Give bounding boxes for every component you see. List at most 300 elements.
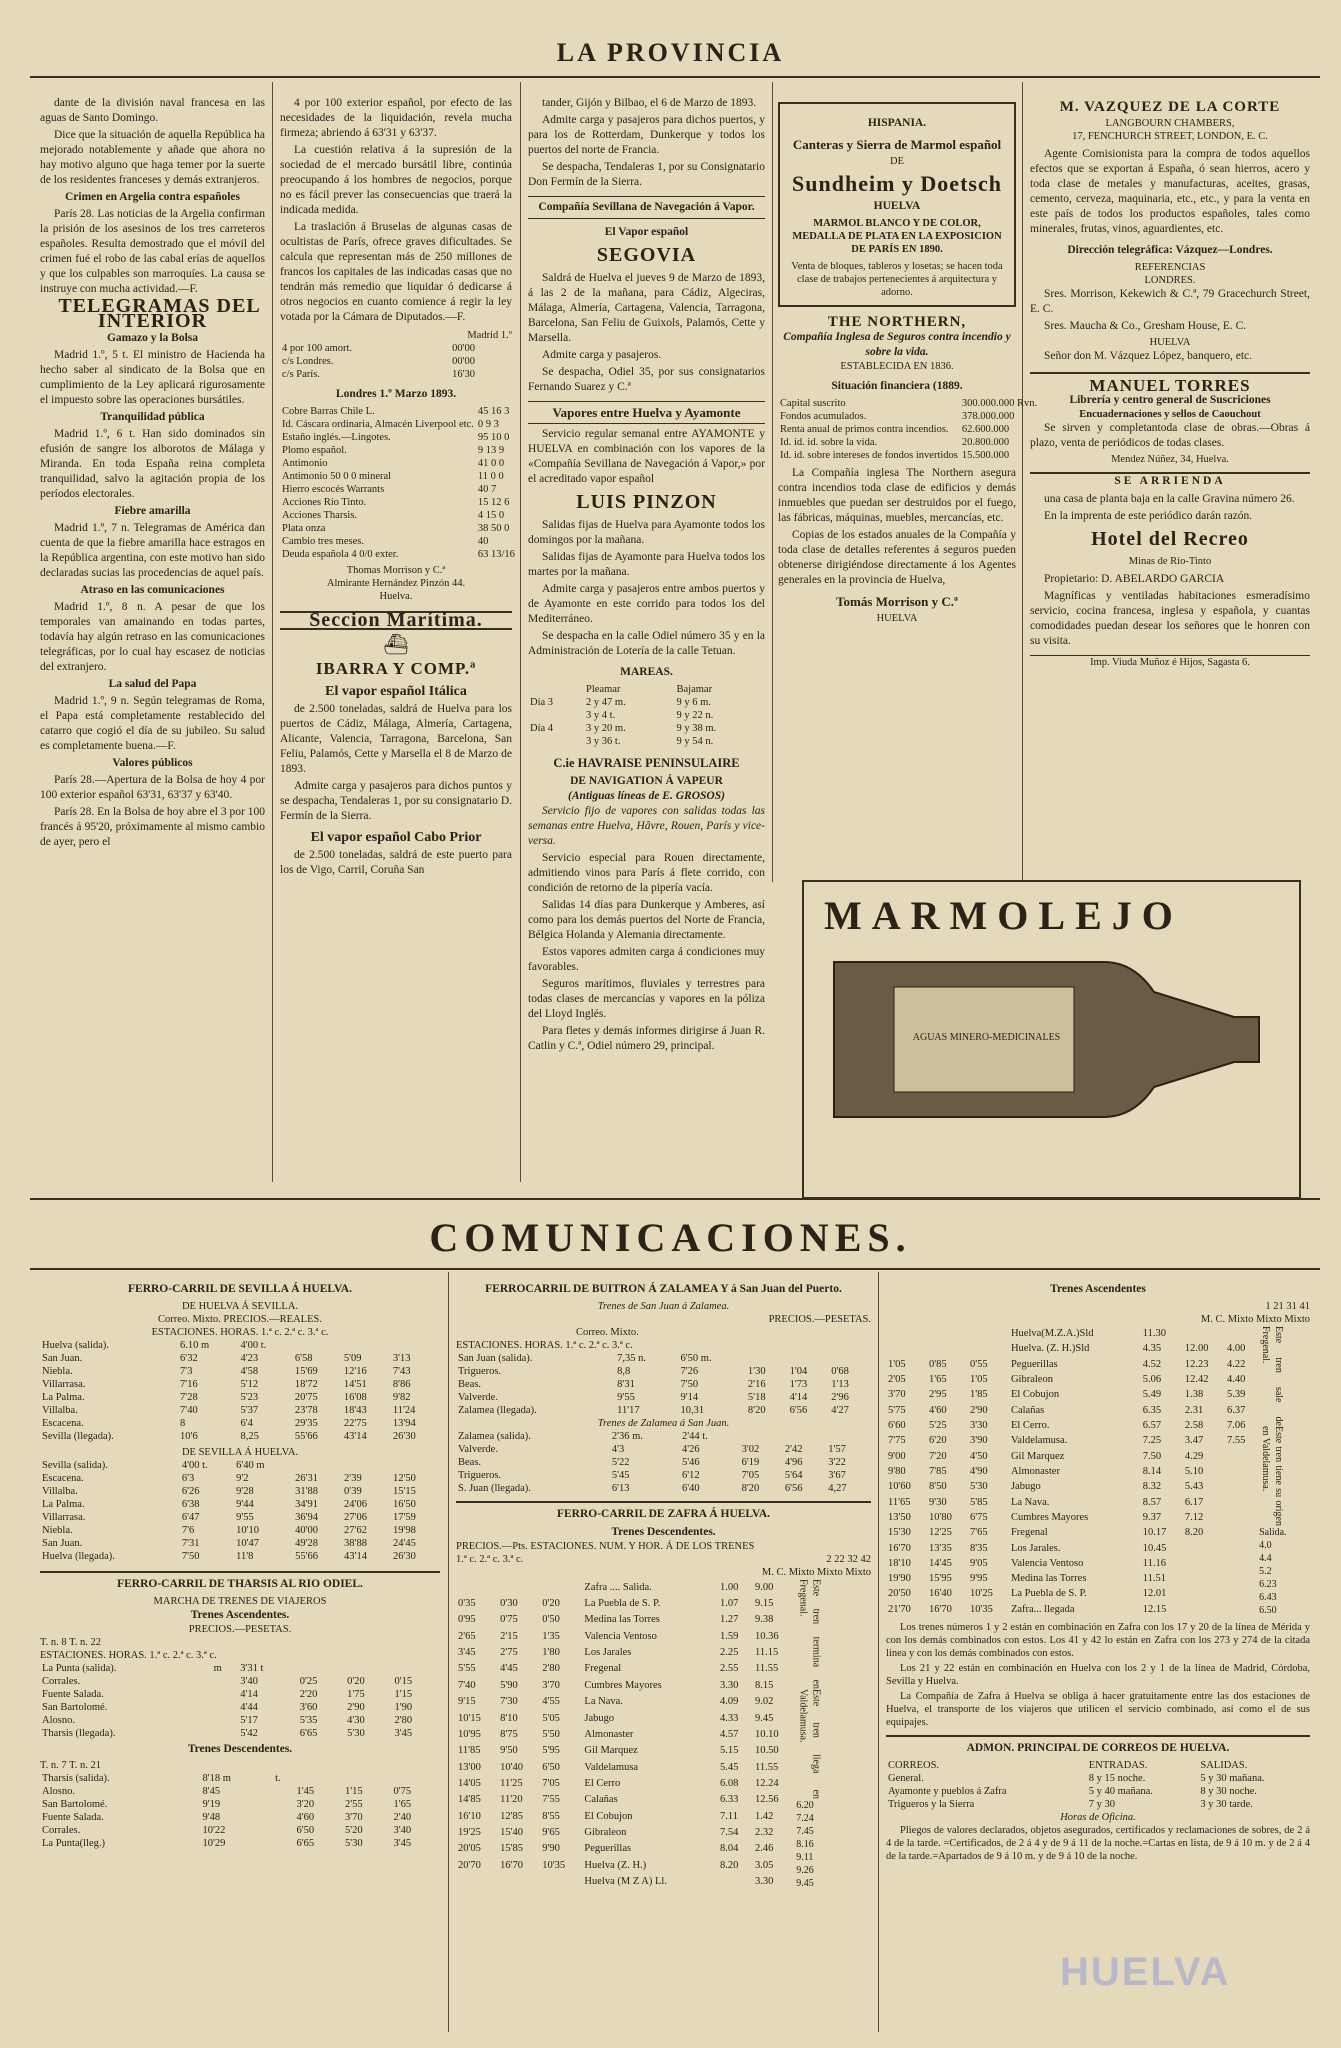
tides-col-head: Pleamar: [586, 684, 621, 695]
table-row: [40, 1365, 440, 1378]
timetable-times: [1259, 1526, 1310, 1617]
table-cell: Medina las Torres: [1010, 1573, 1087, 1585]
table-row: [40, 1662, 440, 1675]
table-row: [886, 1449, 1259, 1464]
table-cell: [1225, 1464, 1259, 1479]
quote-row: [280, 470, 517, 483]
table-cell: [273, 1785, 294, 1798]
timetable-note: Los trenes números 1 y 2 están en combinación en Zafra con los 17 y 20 de la línea de Mérida y con los demás combinados con estos. Los 41 y 42 lo están en Zafra con los 273 y 274 de la citada línea y con los demás combinados con estos.: [886, 1622, 1310, 1659]
advert-city: HUELVA: [873, 200, 921, 212]
table-cell: 8'31: [617, 1379, 635, 1390]
table-row: [40, 1824, 440, 1837]
timetable-head: PRECIOS.—PESETAS.: [768, 1314, 871, 1325]
timetable-head: T. n. 7 T. n. 21: [40, 1760, 101, 1771]
table-cell: Peguerillas: [1010, 1358, 1058, 1370]
table-cell: 0'25: [299, 1676, 318, 1687]
table-cell: 11'24: [392, 1405, 416, 1416]
table-cell: 3'70: [344, 1812, 363, 1823]
table-cell: 3'70: [542, 1679, 560, 1691]
time-value: 6.20: [796, 1800, 814, 1811]
table-cell: 2.31: [1184, 1404, 1204, 1416]
table-cell: 9.00: [755, 1581, 774, 1593]
table-cell: 2'65: [458, 1630, 476, 1642]
table-cell: Gibraleon: [1010, 1374, 1053, 1386]
table-cell: 10.10: [755, 1728, 779, 1740]
table-cell: 5'55: [458, 1663, 476, 1675]
table-cell: 3'30: [969, 1420, 988, 1432]
table-cell: 6'50: [296, 1825, 315, 1836]
table-row: [40, 1714, 440, 1727]
table-cell: 2'20: [299, 1689, 318, 1700]
london-heading: Londres 1.º Marzo 1893.: [335, 388, 457, 400]
table-row: [40, 1485, 440, 1498]
table-cell: 7'3: [180, 1366, 193, 1377]
financial-row: [778, 436, 1039, 449]
table-cell: 10,31: [680, 1405, 705, 1416]
table-cell: 4.22: [1226, 1358, 1246, 1370]
table-cell: 0'95: [458, 1614, 476, 1626]
table-cell: 2'42: [784, 1444, 803, 1455]
table-cell: 24'45: [392, 1538, 416, 1549]
table-row: [456, 1808, 796, 1824]
table-cell: 1'57: [828, 1444, 846, 1455]
table-cell: [343, 1772, 391, 1785]
table-cell: 3.05: [755, 1859, 774, 1871]
table-cell: [212, 1688, 239, 1701]
table-cell: 8'20: [741, 1483, 760, 1494]
table-row: [886, 1326, 1259, 1341]
column-divider: [520, 82, 521, 1182]
table-cell: 5'85: [969, 1496, 988, 1508]
table-cell: 1'65: [393, 1799, 412, 1810]
table-cell: [1183, 1602, 1225, 1617]
table-cell: 18'43: [343, 1405, 367, 1416]
table-cell: Zalamea (llegada).: [458, 1405, 537, 1416]
table-cell: 5.06: [1142, 1374, 1162, 1386]
signature-address: Almirante Hernández Pinzón 44.: [326, 578, 466, 589]
table-row: [886, 1418, 1259, 1433]
ship-name: El vapor español Cabo Prior: [310, 830, 482, 845]
table-cell: 4'30: [347, 1715, 365, 1726]
post-row: [886, 1772, 1310, 1785]
table-cell: 14'51: [343, 1379, 367, 1390]
table-cell: 6'26: [181, 1486, 200, 1497]
table-cell: 4'27: [831, 1405, 849, 1416]
table-row: [40, 1701, 440, 1714]
signature-city: Huelva.: [379, 591, 413, 602]
table-cell: 16'70: [888, 1542, 911, 1554]
time-value: 7.45: [796, 1826, 814, 1837]
table-cell: Huelva (salida).: [42, 1340, 110, 1351]
table-cell: 11'17: [617, 1405, 640, 1416]
table-cell: 18'72: [294, 1379, 318, 1390]
time-value: 9.26: [796, 1865, 814, 1876]
article-text: una casa de planta baja en la calle Gravina número 26.: [1044, 493, 1295, 505]
table-cell: [498, 1873, 540, 1890]
rent-heading: SE ARRIENDA: [1030, 472, 1310, 489]
timetable-head: PRECIOS.—Pts. ESTACIONES. NUM. Y HOR. Á DE LOS TRENES: [456, 1541, 755, 1552]
table-row: [456, 1792, 796, 1808]
table-cell: 6.35: [1142, 1404, 1162, 1416]
article-text: tander, Gijón y Bilbao, el 6 de Marzo de 1893.: [542, 97, 757, 109]
rates-table: [280, 342, 512, 381]
table-cell: 8.04: [719, 1843, 739, 1855]
table-cell: Niebla.: [42, 1525, 73, 1536]
table-row: [886, 1479, 1259, 1494]
article-text: Madrid 1.º, 5 t. El ministro de Hacienda ha hecho saber al sindicato de la Bolsa que en cumplimiento de la Ley aplicará rigurosamente el impuesto sobre las operaciones bursátiles.: [40, 349, 265, 406]
mineral-water-advert: [802, 880, 1301, 1199]
table-cell: 5'20: [344, 1825, 363, 1836]
table-cell: 2.32: [755, 1827, 774, 1839]
table-cell: 8.14: [1142, 1465, 1162, 1477]
table-cell: 6'32: [180, 1353, 198, 1364]
table-cell: La Punta (salida).: [42, 1663, 117, 1674]
table-row: [456, 1873, 796, 1890]
table-row: [456, 1404, 871, 1417]
table-row: [886, 1341, 1259, 1356]
railway-title: FERRO-CARRIL DE SEVILLA Á HUELVA.: [128, 1283, 352, 1295]
table-cell: 6'20: [928, 1435, 947, 1447]
table-cell: 1'13: [831, 1379, 849, 1390]
timetable-note: Los 21 y 22 están en combinación en Huelva con los 2 y 1 de la línea de Madrid, Córdoba, Sevilla y Huelva.: [886, 1663, 1310, 1687]
table-cell: 3'02: [741, 1444, 760, 1455]
table-cell: 6'58: [294, 1353, 313, 1364]
table-cell: 7'05: [741, 1470, 760, 1481]
table-cell: [1183, 1586, 1225, 1601]
table-cell: 6.10 m: [180, 1340, 210, 1351]
table-cell: 7.54: [719, 1827, 739, 1839]
article-text: Madrid 1.º, 9 n. Según telegramas de Roma, el Papa está completamente restablecido del catarro que cogió el día de su jubileo. Su salud es completamente buena.—F.: [40, 695, 265, 752]
table-cell: [212, 1701, 239, 1714]
table-cell: 3'70: [888, 1389, 906, 1401]
table-cell: Escacena.: [42, 1418, 84, 1429]
table-cell: 5'30: [969, 1481, 988, 1493]
table-cell: 7.11: [719, 1810, 738, 1822]
table-row: [40, 1675, 440, 1688]
table-cell: Villarrasa.: [42, 1379, 86, 1390]
table-cell: 5'17: [240, 1715, 258, 1726]
table-cell: [273, 1824, 294, 1837]
time-value: 4.0: [1259, 1540, 1272, 1551]
table-cell: 9'55: [236, 1512, 254, 1523]
timetable: [456, 1352, 871, 1417]
time-value: 6.50: [1259, 1605, 1277, 1616]
table-cell: 10'80: [928, 1511, 952, 1523]
advert-text: DE: [890, 156, 904, 167]
table-cell: 9.38: [755, 1614, 774, 1626]
table-cell: 12.00: [1184, 1343, 1209, 1355]
table-cell: 4'00 t.: [181, 1460, 208, 1471]
table-row: [456, 1378, 871, 1391]
table-cell: 10.45: [1142, 1542, 1167, 1554]
table-row: [40, 1404, 440, 1417]
table-cell: 12.56: [755, 1794, 779, 1806]
table-cell: 3'40: [393, 1825, 412, 1836]
table-cell: 9 y 6 m.: [676, 697, 711, 708]
post-office-title: ADMON. PRINCIPAL DE CORREOS DE HUELVA.: [886, 1735, 1310, 1756]
table-cell: 8 y 15 noche.: [1088, 1773, 1146, 1784]
bookshop-desc: Librería y centro general de Suscriciones: [1069, 394, 1271, 406]
table-cell: 0'55: [969, 1358, 988, 1370]
table-cell: [528, 735, 584, 748]
table-cell: 4'23: [240, 1353, 259, 1364]
section-heading: TELEGRAMAS DEL INTERIOR: [58, 295, 261, 332]
table-cell: El Cobujon: [584, 1810, 633, 1822]
table-cell: 5'05: [542, 1712, 560, 1724]
timetable-head: Correo. Mixto.: [576, 1327, 639, 1338]
table-cell: 10.36: [755, 1630, 779, 1642]
article-text: Copias de los estados anuales de la Compañía y toda clase de detalles referentes á seguros pueden obtenerse dirigiéndose directamente á los Agentes generales en la provincia de Huelva,: [778, 529, 1016, 586]
timetable-times: [796, 1799, 871, 1890]
table-cell: 3'20: [296, 1799, 315, 1810]
table-cell: [393, 1662, 440, 1675]
table-row: [40, 1472, 440, 1485]
rates-heading: Madrid 1.º: [467, 330, 512, 341]
table-cell: 7.55: [1226, 1435, 1246, 1447]
table-cell: 19'25: [458, 1827, 481, 1839]
company-name: IBARRA Y COMP.ª: [315, 659, 477, 678]
table-cell: 62.600.000: [961, 424, 1010, 435]
table-cell: 10'95: [458, 1728, 481, 1740]
table-cell: Sevilla (salida).: [42, 1460, 108, 1471]
table-cell: Almonaster: [1010, 1465, 1060, 1477]
table-cell: 8'35: [969, 1542, 988, 1554]
timetable-sub: DE SEVILLA Á HUELVA.: [181, 1447, 299, 1458]
table-cell: 6.33: [719, 1794, 739, 1806]
table-cell: 9'48: [202, 1812, 221, 1823]
table-cell: 14'45: [928, 1557, 952, 1569]
table-cell: 9'50: [500, 1745, 518, 1757]
timetable: [40, 1662, 440, 1740]
table-cell: Corrales.: [42, 1676, 81, 1687]
table-cell: 15'69: [294, 1366, 318, 1377]
table-cell: 16'50: [392, 1499, 416, 1510]
article-text: En la imprenta de este periódico darán razón.: [1044, 510, 1253, 522]
table-cell: 0'15: [394, 1676, 413, 1687]
table-cell: Los Jarales.: [1010, 1542, 1061, 1554]
table-cell: 5'12: [240, 1379, 259, 1390]
article-text: Salidas 14 días para Dunkerque y Amberes, así como para los demás puertos del Norte de Francia, Bélgica Holanda y Alemania directamente.: [528, 899, 765, 941]
column-2: [280, 96, 515, 1186]
table-cell: 7'50: [680, 1379, 699, 1390]
table-cell: [212, 1675, 239, 1688]
table-cell: 4'14: [240, 1689, 258, 1700]
table-cell: 0'35: [458, 1598, 476, 1610]
table-cell: Gil Marquez: [1010, 1450, 1065, 1462]
table-cell: 3 y 36 t.: [586, 736, 621, 747]
table-cell: 26'30: [392, 1431, 416, 1442]
table-cell: 6'3: [181, 1473, 195, 1484]
article-text: dante de la división naval francesa en las aguas de Santo Domingo.: [40, 97, 265, 124]
quotes-table: [280, 405, 517, 561]
company-heading: Compañía Sevillana de Navegación á Vapor.: [528, 196, 765, 219]
table-cell: 5'22: [611, 1457, 630, 1468]
table-row: [40, 1391, 440, 1404]
table-cell: 15'85: [500, 1843, 524, 1855]
article-text: La Compañía inglesa The Northern asegura contra incendios toda clase de edificios y demás inmuebles que puedan ser destruidos por el fuego, las fábricas, máquinas, muebles, mercancías, etc.: [778, 467, 1016, 524]
article-text: Agente Comisionista para la compra de todos aquellos efectos que se exportan á España, ó sean hierros, acero y toda clase de metales y manufacturas, aceites, grasas, cemento, cerveza, maquinaria, etc., etc., y para la venta en este país de todos los productos españoles, tales como minerales, frutas, vinos, aguardientes, etc.: [1030, 148, 1310, 235]
table-cell: Ayamonte y pueblos á Zafra: [888, 1786, 1007, 1797]
quote-row: [280, 431, 517, 444]
table-cell: [293, 1459, 342, 1472]
table-cell: Medina las Torres: [584, 1614, 660, 1626]
table-cell: 10'22: [202, 1825, 226, 1836]
table-cell: 6'60: [888, 1420, 906, 1432]
zafra-timetable-wrap: [456, 1579, 871, 1890]
article-text: Admite carga y pasajeros para dichos puntos y se despacha, Tendaleras 1, por su consignatario D. Fermín de la Sierra.: [280, 780, 512, 822]
agent-address: LANGBOURN CHAMBERS,: [1105, 118, 1235, 129]
article-text: 4 por 100 exterior español, por efecto de las necesidades de la liquidación, revela mucha firmeza; abriendo á 63'31 y 63'37.: [280, 97, 512, 139]
table-cell: Id. id. id. sobre la vida.: [780, 437, 878, 448]
table-cell: 2'95: [928, 1389, 947, 1401]
table-cell: 9.02: [755, 1696, 774, 1708]
table-cell: 40'00: [295, 1525, 319, 1536]
table-cell: [456, 1579, 498, 1595]
table-cell: Corrales.: [42, 1825, 81, 1836]
table-cell: 5.15: [719, 1745, 739, 1757]
table-cell: 5'37: [240, 1405, 259, 1416]
timetable: [456, 1579, 796, 1890]
table-cell: 3'31 t: [240, 1663, 264, 1674]
article-heading: Tranquilidad pública: [100, 411, 205, 423]
article-text: París 28. En la Bolsa de hoy abre el 3 por 100 francés á 95'20, próximamente al mismo cambio de ayer, pero el: [40, 806, 265, 848]
article-text: Servicio fijo de vapores con salidas todas las semanas entre Huelva, Hâvre, Rouen, París y vice-versa.: [528, 805, 765, 847]
insurance-established: ESTABLECIDA EN 1836.: [840, 361, 954, 372]
table-cell: Acciones Río Tinto.: [282, 497, 367, 508]
table-cell: Peguerillas: [584, 1843, 632, 1855]
table-cell: 1.27: [719, 1614, 739, 1626]
table-cell: 2 y 47 m.: [586, 697, 626, 708]
timetable-note: Este tren llega en Valdelamusa.: [797, 1689, 822, 1799]
table-cell: 0'30: [500, 1598, 518, 1610]
article-text: Salidas fijas de Ayamonte para Huelva todos los martes por la mañana.: [528, 551, 765, 578]
tide-row: [528, 722, 765, 735]
table-row: [456, 1430, 871, 1443]
table-cell: 9'14: [680, 1392, 699, 1403]
table-cell: Zalamea (salida).: [458, 1431, 531, 1442]
ship-icon: ⛴: [383, 634, 409, 656]
quote-row: [280, 548, 517, 561]
table-cell: [391, 1772, 440, 1785]
post-table: [886, 1759, 1310, 1811]
table-cell: [498, 1579, 540, 1595]
table-cell: Valdelamusa: [584, 1761, 639, 1773]
table-cell: 7'20: [928, 1450, 947, 1462]
table-cell: 0'50: [542, 1614, 560, 1626]
article-text: Admite carga y pasajeros.: [542, 349, 662, 361]
table-cell: 4'3: [611, 1444, 625, 1455]
table-cell: Huelva (M Z A) Ll.: [584, 1876, 667, 1888]
financial-row: [778, 410, 1039, 423]
table-cell: 1'05: [969, 1374, 988, 1386]
table-cell: San Bartolomé.: [42, 1702, 108, 1713]
post-col-head: SALIDAS.: [1200, 1760, 1248, 1771]
article-text: Servicio regular semanal entre AYAMONTE y HUELVA en combinación con los vapores de la «Compañía Sevillana de Navegación á Vapor,» por el acreditado vapor español: [528, 428, 765, 485]
time-value: 9.11: [796, 1852, 814, 1863]
timetable-head: 1 21 31 41: [1265, 1301, 1310, 1312]
table-cell: Valverde.: [458, 1444, 498, 1455]
table-cell: 11.51: [1142, 1573, 1167, 1585]
table-cell: 2.58: [1184, 1420, 1204, 1432]
table-cell: 10.50: [755, 1745, 779, 1757]
table-cell: 8'86: [392, 1379, 411, 1390]
maritime-heading: Seccion Marítima.: [280, 611, 512, 630]
table-row: [456, 1743, 796, 1759]
table-cell: 9 y 54 n.: [676, 736, 714, 747]
table-cell: 2'44 t.: [681, 1431, 708, 1442]
table-row: [886, 1494, 1259, 1509]
table-cell: 10'47: [236, 1538, 260, 1549]
table-cell: Trigueros y la Sierra: [888, 1799, 975, 1810]
table-cell: 4.52: [1142, 1358, 1162, 1370]
quote-row: [280, 405, 517, 418]
table-cell: 1'90: [394, 1702, 413, 1713]
agent-telegraph: Dirección telegráfica: Vázquez—Londres.: [1067, 244, 1273, 256]
table-cell: 7'85: [928, 1465, 947, 1477]
time-value: 4.4: [1259, 1553, 1272, 1564]
table-row: [40, 1430, 440, 1443]
tide-row: [528, 735, 765, 748]
table-cell: 5.39: [1226, 1389, 1246, 1401]
table-cell: Huelva (llegada).: [42, 1551, 115, 1562]
table-cell: 29'35: [294, 1418, 318, 1429]
table-cell: 4'60: [296, 1812, 315, 1823]
quote-row: [280, 509, 517, 522]
table-cell: [1225, 1540, 1259, 1555]
table-row: [886, 1540, 1259, 1555]
article-text: Madrid 1.º, 7 n. Telegramas de América dan cuenta de que la fiebre amarilla hace estragos en la República argentina, con este motivo han sido declaradas sucias las procedencias de aquel país.: [40, 522, 265, 579]
column-divider: [272, 82, 273, 1182]
column-1: [40, 96, 265, 1186]
table-cell: 12'25: [928, 1527, 952, 1539]
table-cell: [540, 1873, 582, 1890]
table-cell: [294, 1772, 342, 1785]
bookshop-desc: Encuadernaciones y sellos de Caouchout: [1079, 409, 1261, 420]
table-cell: 20.800.000: [961, 437, 1010, 448]
rate-label: c/s Londres.: [282, 356, 334, 367]
references-heading: REFERENCIAS: [1134, 262, 1206, 273]
table-row: [40, 1811, 440, 1824]
table-row: [40, 1798, 440, 1811]
table-row: [886, 1433, 1259, 1448]
table-cell: 6'56: [789, 1405, 808, 1416]
table-cell: La Puebla de S. P.: [584, 1598, 661, 1610]
article-text: Sres. Morrison, Kekewich & C.ª, 79 Gracechurch Street, E. C.: [1030, 288, 1310, 315]
table-cell: 1'30: [747, 1366, 766, 1377]
table-cell: 23'78: [294, 1405, 318, 1416]
table-cell: 2'16: [747, 1379, 766, 1390]
quote-row: [280, 457, 517, 470]
financial-row: [778, 423, 1039, 436]
advert-brand: Sundheim y Doetsch: [792, 171, 1002, 196]
table-cell: Fregenal: [1010, 1527, 1048, 1539]
table-cell: 8'55: [542, 1810, 560, 1822]
tides-heading: MAREAS.: [620, 666, 673, 678]
table-cell: 8'50: [928, 1481, 947, 1493]
table-cell: 10'29: [202, 1838, 226, 1849]
table-cell: 5'42: [240, 1728, 258, 1739]
table-cell: 43'14: [344, 1551, 367, 1562]
table-cell: 9'55: [617, 1392, 635, 1403]
table-cell: Beas.: [458, 1457, 482, 1468]
agent-name: Tomás Morrison y C.ª: [836, 594, 958, 609]
table-cell: 4'14: [789, 1392, 808, 1403]
section-rule: [30, 1198, 1320, 1200]
table-cell: 12.23: [1184, 1358, 1209, 1370]
article-text: Saldrá de Huelva el jueves 9 de Marzo de 1893, á las 2 de la mañana, para Cádiz, Algeciras, Málaga, Almería, Cartagena, Valencia, Tarragona, Barcelona, San Feliu de Guixols, Palamós, Cette y Marsella.: [528, 272, 765, 344]
table-cell: 6'19: [741, 1457, 760, 1468]
table-cell: 7'43: [392, 1366, 411, 1377]
